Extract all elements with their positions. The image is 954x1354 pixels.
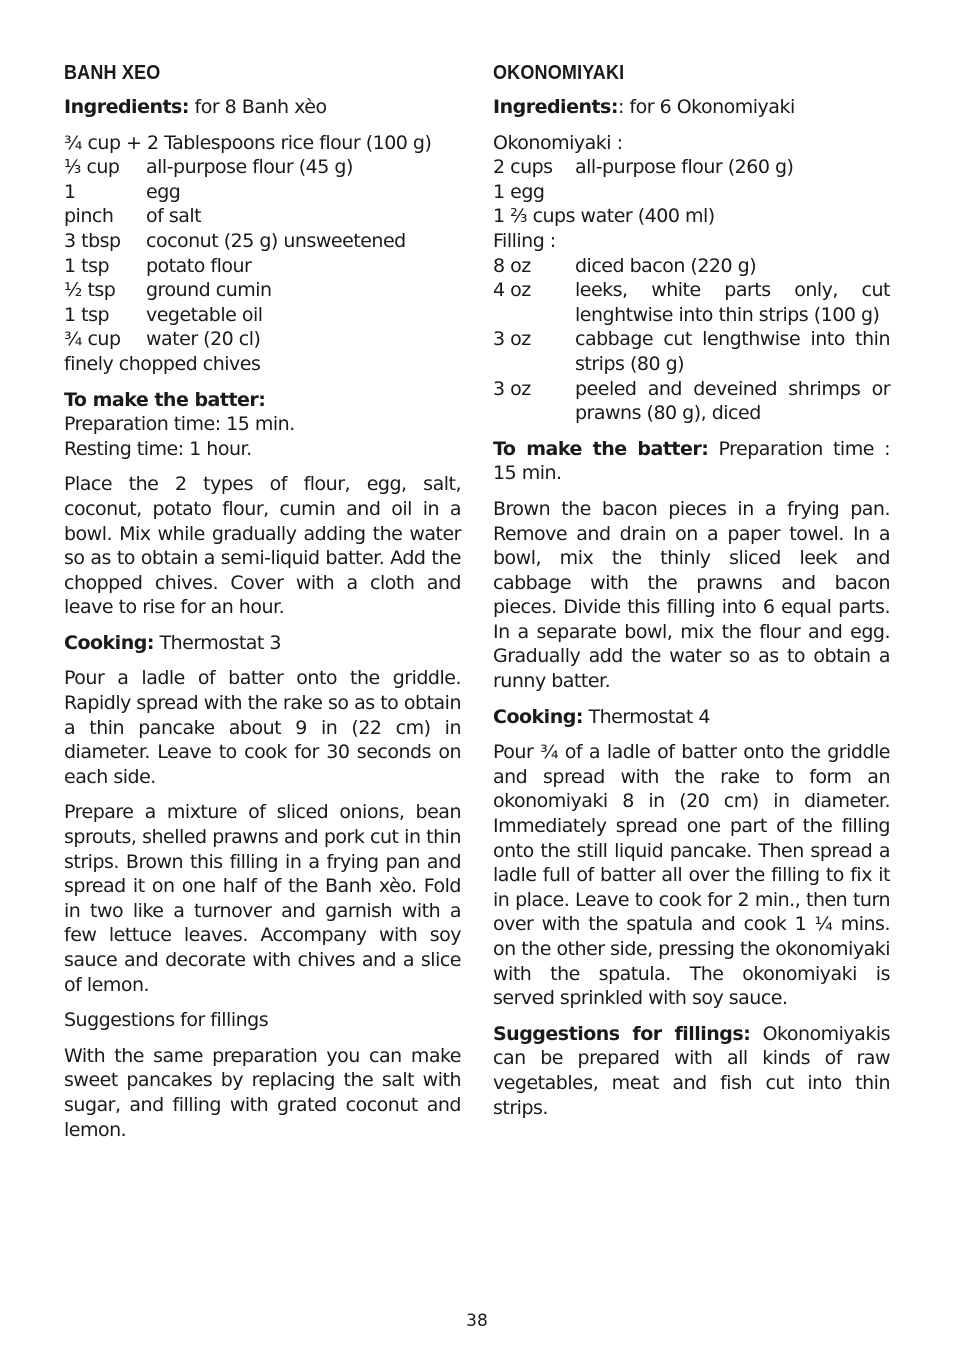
- recipe-title: OKONOMIYAKI: [493, 62, 625, 84]
- cooking-label: Cooking:: [493, 705, 583, 728]
- ingredient-name: leeks, white parts only, cut lenghtwise into thin strips (100 g): [575, 279, 890, 326]
- ingredient-name: of salt: [146, 205, 202, 228]
- okonomiyaki-column: [493, 60, 890, 1131]
- ingredients-line: [493, 95, 890, 120]
- cooking-line: [493, 705, 890, 730]
- suggestions-heading: Suggestions for fillings: [64, 1009, 269, 1032]
- ingredient-name: egg: [146, 180, 181, 203]
- ingredient-quantity: 4 oz: [493, 279, 531, 302]
- ingredient-quantity: 3 oz: [493, 328, 531, 351]
- ingredient-row: [64, 278, 461, 303]
- ingredient-name: coconut (25 g) unsweetened: [146, 229, 406, 252]
- batter-time: Preparation time : 15 min.: [493, 437, 890, 485]
- cooking-text-1: Pour a ladle of batter onto the griddle. Rapidly spread with the rake so as to obtain a thin pancake about 9 in (22 cm) in diameter. Leave to cook for 30 seconds on each side.: [64, 667, 461, 788]
- ingredient-row: [493, 155, 890, 180]
- ingredients-for: for 8 Banh xèo: [188, 96, 327, 118]
- ingredients-line: [64, 95, 461, 120]
- ingredient-quantity: 3 oz: [493, 377, 531, 400]
- ingredient-name: all-purpose flour (45 g): [146, 156, 353, 179]
- ingredients-label: Ingredients:: [493, 96, 618, 118]
- ingredient-quantity: ¾ cup: [64, 328, 121, 351]
- ingredient-row: [64, 254, 461, 279]
- ingredient-quantity: 2 cups: [493, 156, 553, 179]
- batter-line: [493, 437, 890, 486]
- ingredients-label: Ingredients:: [64, 96, 189, 118]
- ingredient-name: vegetable oil: [146, 303, 263, 326]
- cooking-text: Pour ¾ of a ladle of batter onto the griddle and spread with the rake to form an okonomiyaki 8 in (20 cm) in diameter. Immediately spread one part of the filling onto the still liquid pancake. Then spread a ladle full of batter all over the filling to fix it in place. Leave to cook for 2 min., then turn over with the spatula and cook 1 ¼ mins. on the other side, pressing the okonomiyaki with the spatula. The okonomiyaki is served sprinkled with soy sauce.: [493, 741, 890, 1010]
- ingredient-name: cabbage cut lengthwise into thin strips (80 g): [575, 328, 890, 375]
- ingredients-for: : for 6 Okonomiyaki: [617, 96, 795, 118]
- ingredient-quantity: 8 oz: [493, 254, 531, 277]
- page-number: 38: [466, 1311, 488, 1331]
- cooking-label: Cooking:: [64, 631, 154, 654]
- ingredient-name: peeled and deveined shrimps or prawns (80 g), diced: [575, 377, 890, 425]
- ingredient-quantity: 3 tbsp: [64, 229, 121, 252]
- ingredient-first-line: ¾ cup + 2 Tablespoons rice flour (100 g): [64, 131, 432, 154]
- batter-text: Brown the bacon pieces in a frying pan. Remove and drain on a paper towel. In a bowl, mix the thinly sliced leek and cabbage with the prawns and bacon pieces. Divide this filling into 6 equal parts. In a separate bowl, mix the flour and egg. Gradually add the water so as to obtain a runny batter.: [493, 497, 890, 693]
- ingredient-row: [64, 327, 461, 352]
- recipe-title: BANH XEO: [64, 62, 161, 84]
- prep-time: Preparation time: 15 min.: [64, 413, 295, 436]
- batter-text: Place the 2 types of flour, egg, salt, coconut, potato flour, cumin and oil in a bowl. Mix while gradually adding the water so as to obtain a semi-liquid batter. Add the chopped chives. Cover with a cloth and leave to rise for an hour.: [64, 473, 461, 619]
- batter-label: To make the batter:: [64, 388, 266, 411]
- ingredient-list: [493, 131, 890, 426]
- ingredient-row: [64, 229, 461, 254]
- ingredient-row: [64, 180, 461, 205]
- ingredient-row: [64, 155, 461, 180]
- ingredient-name: all-purpose flour (260 g): [575, 156, 794, 179]
- ingredient-name: water (20 cl): [146, 328, 261, 351]
- suggestions-text: Okonomiyakis can be prepared with all kinds of raw vegetables, meat and fish cut into thin strips.: [493, 1022, 890, 1119]
- rest-time: Resting time: 1 hour.: [64, 437, 252, 460]
- suggestions-label: Suggestions for fillings:: [493, 1022, 751, 1045]
- ingredient-row: [64, 204, 461, 229]
- ingredient-quantity: 1 tsp: [64, 254, 110, 277]
- suggestions-text: With the same preparation you can make sweet pancakes by replacing the salt with sugar, and filling with grated coconut and lemon.: [64, 1044, 461, 1141]
- water-line: 1 ²⁄₃ cups water (400 ml): [493, 205, 715, 228]
- ingredient-row: [64, 303, 461, 328]
- ingredient-name: diced bacon (220 g): [575, 254, 757, 277]
- ingredient-quantity: pinch: [64, 205, 114, 228]
- ingredient-row: [493, 278, 890, 327]
- subheading-okonomiyaki: Okonomiyaki :: [493, 131, 623, 154]
- ingredient-name: ground cumin: [146, 279, 272, 302]
- ingredient-row: [493, 327, 890, 376]
- ingredient-list: [64, 131, 461, 377]
- filling-rows: [493, 254, 890, 426]
- egg-line: 1 egg: [493, 180, 545, 203]
- ingredient-rows: [493, 155, 890, 180]
- ingredient-quantity: 1: [64, 180, 76, 203]
- ingredient-name: potato flour: [146, 254, 252, 277]
- cooking-text-2: Prepare a mixture of sliced onions, bean sprouts, shelled prawns and pork cut in thin strips. Brown this filling in a frying pan and spread it on one half of the Banh xèo. Fold in two like a turnover and garnish with a few lettuce leaves. Accompany with soy sauce and decorate with chives and a slice of lemon.: [64, 801, 461, 996]
- subheading-filling: Filling :: [493, 229, 556, 252]
- cooking-line: [64, 631, 461, 656]
- ingredient-quantity: 1 tsp: [64, 303, 110, 326]
- ingredient-rows: [64, 155, 461, 352]
- batter-section: [64, 388, 461, 462]
- ingredient-last-line: finely chopped chives: [64, 352, 261, 375]
- ingredient-row: [493, 254, 890, 279]
- ingredient-quantity: ¹⁄₃ cup: [64, 156, 120, 179]
- ingredient-row: [493, 377, 890, 426]
- cooking-value: Thermostat 4: [582, 705, 710, 728]
- ingredient-quantity: ½ tsp: [64, 279, 116, 302]
- banh-xeo-column: [64, 60, 461, 1153]
- suggestions-line: [493, 1022, 890, 1120]
- cooking-value: Thermostat 3: [153, 631, 281, 654]
- batter-label: To make the batter:: [493, 437, 709, 460]
